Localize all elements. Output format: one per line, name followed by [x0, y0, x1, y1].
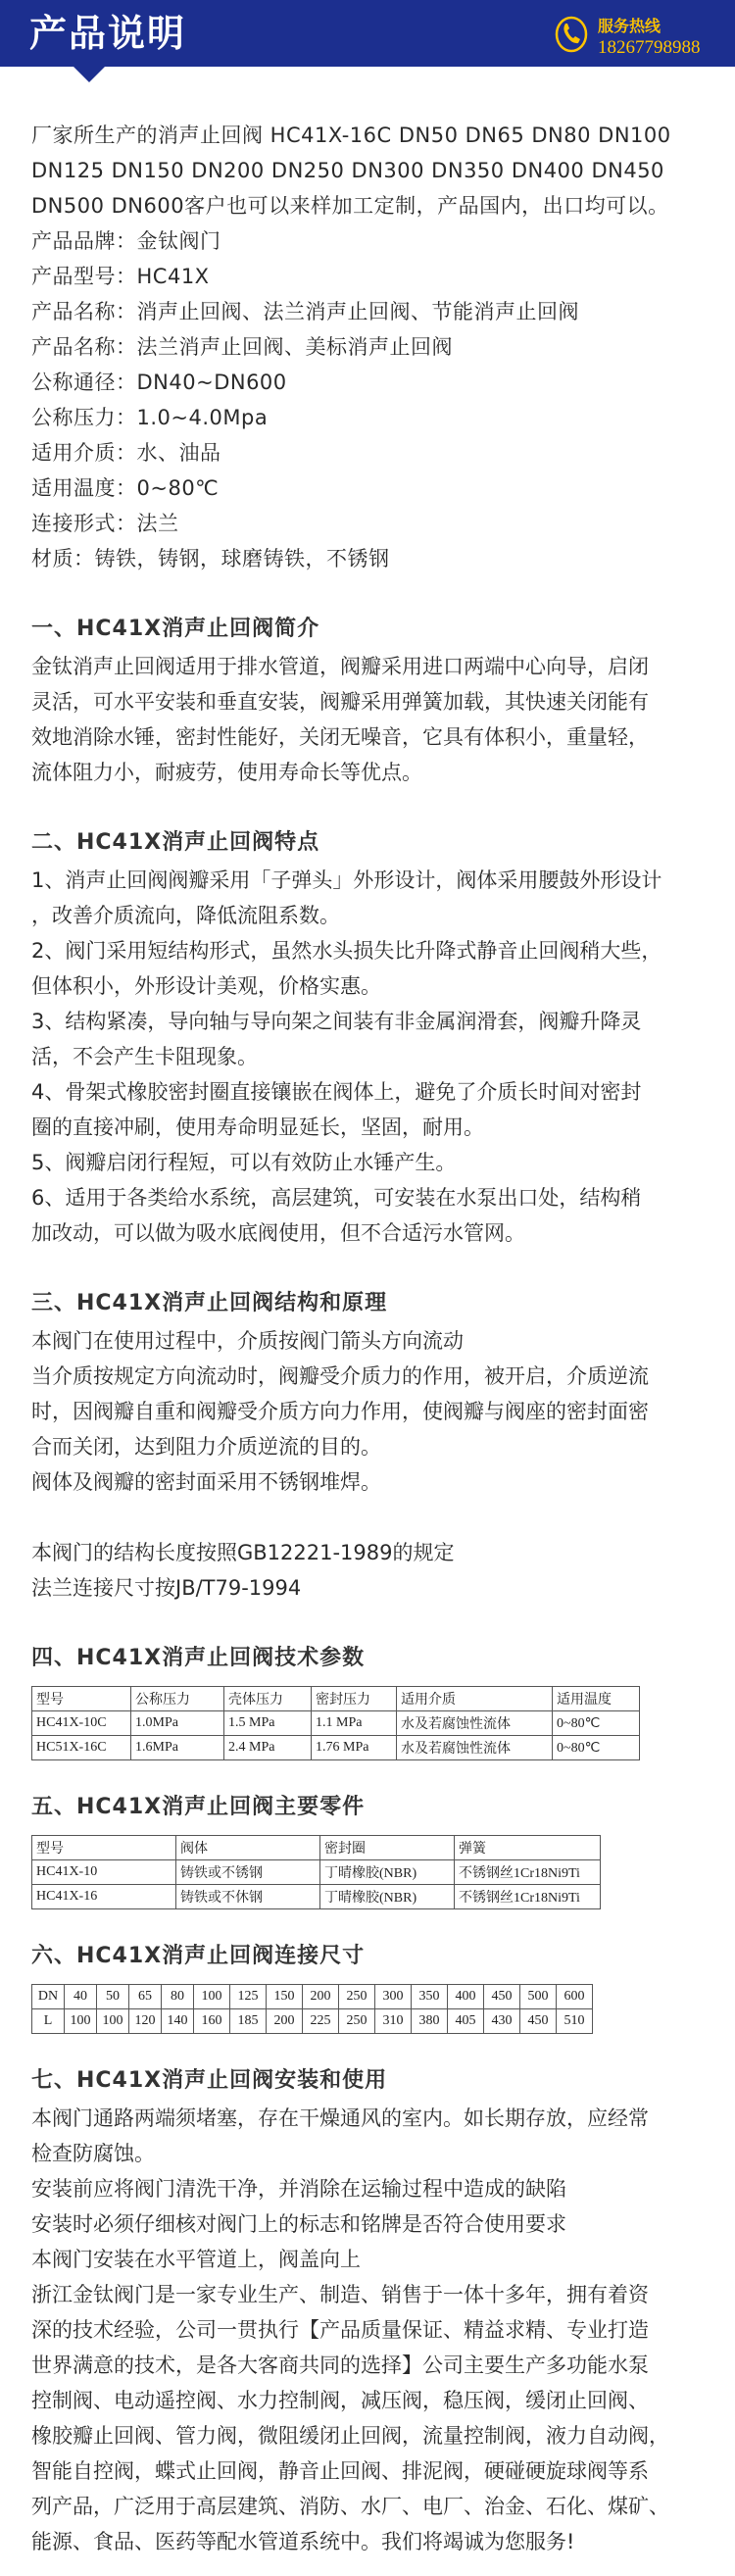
table-cell: 350 [412, 1985, 448, 2009]
table-cell: 450 [484, 1985, 520, 2009]
section-line: 6、适用于各类给水系统，高层建筑，可安装在水泵出口处，结构稍 [31, 1186, 642, 1210]
table-cell: 120 [129, 2009, 162, 2034]
section-line: 5、阀瓣启闭行程短，可以有效防止水锤产生。 [31, 1151, 457, 1174]
table-header-cell: 型号 [32, 1687, 131, 1711]
table-cell: HC51X-16C [32, 1736, 131, 1760]
table-cell: 125 [230, 1985, 267, 2009]
intro-line: 公称压力：1.0~4.0Mpa [31, 406, 269, 429]
table-cell: 300 [375, 1985, 412, 2009]
section-line: 合而关闭，达到阻力介质逆流的目的。 [31, 1435, 381, 1459]
table-header-cell: 密封圈 [320, 1836, 455, 1860]
table-header-cell: 密封压力 [312, 1687, 397, 1711]
section-heading: 二、HC41X消声止回阀特点 [31, 830, 320, 855]
intro-line: 产品型号：HC41X [31, 265, 210, 288]
phone-icon [554, 14, 589, 53]
section-line: 效地消除水锤，密封性能好，关闭无噪音，它具有体积小，重量轻， [31, 725, 649, 749]
section-line: 当介质按规定方向流动时，阀瓣受介质力的作用，被开启，介质逆流 [31, 1364, 649, 1388]
intro-line: 连接形式：法兰 [31, 512, 179, 535]
table-cell: 160 [194, 2009, 230, 2034]
table-cell: 1.76 MPa [312, 1736, 397, 1760]
intro-line: DN125 DN150 DN200 DN250 DN300 DN350 DN400 DN450 [31, 159, 664, 182]
header-notch [74, 67, 105, 82]
table-cell: 不锈钢丝1Cr18Ni9Ti [455, 1885, 601, 1909]
table-cell: HC41X-10 [32, 1860, 176, 1885]
table-header-cell: 弹簧 [455, 1836, 601, 1860]
table-row [32, 1711, 640, 1736]
section-line: 浙江金钛阀门是一家专业生产、制造、销售于一体十多年，拥有着资 [31, 2283, 649, 2306]
table-cell: 200 [303, 1985, 339, 2009]
table-header-cell: 阀体 [176, 1836, 320, 1860]
section-structure [31, 1284, 708, 1606]
table-cell: 140 [162, 2009, 194, 2034]
section-line: 智能自控阀，蝶式止回阀，静音止回阀、排泥阀，硬碰硬旋球阀等系 [31, 2459, 649, 2483]
table-cell: 510 [557, 2009, 593, 2034]
intro-line: 适用温度：0~80℃ [31, 476, 220, 500]
section-heading: 四、HC41X消声止回阀技术参数 [31, 1646, 366, 1670]
table-cell: 铸铁或不锈钢 [176, 1860, 320, 1885]
hotline-label: 服务热线 [598, 17, 662, 35]
section-introduction [31, 610, 708, 790]
intro-line: 材质：铸铁，铸钢，球磨铸铁，不锈钢 [31, 547, 390, 570]
intro-line: 厂家所生产的消声止回阀 HC41X-16C DN50 DN65 DN80 DN100 [31, 124, 671, 147]
table-cell: 0~80℃ [553, 1711, 640, 1736]
table-header-cell: 公称压力 [131, 1687, 224, 1711]
section-line: 圈的直接冲刷，使用寿命明显延长，坚固，耐用。 [31, 1115, 484, 1139]
table-header-row [32, 1836, 601, 1860]
section-line: 橡胶瓣止回阀、管力阀，微阻缓闭止回阀，流量控制阀，液力自动阀， [31, 2424, 669, 2448]
section-line: 能源、食品、医药等配水管道系统中。我们将竭诚为您服务! [31, 2530, 575, 2553]
intro-line: 产品品牌：金钛阀门 [31, 229, 221, 253]
table-cell: 1.6MPa [131, 1736, 224, 1760]
table-cell: 50 [97, 1985, 129, 2009]
table-cell: 2.4 MPa [224, 1736, 312, 1760]
section-line: 加改动，可以做为吸水底阀使用，但不合适污水管网。 [31, 1221, 525, 1245]
table-row-l [32, 2009, 593, 2034]
table-header-cell: 适用温度 [553, 1687, 640, 1711]
table-header-cell: 壳体压力 [224, 1687, 312, 1711]
section-line: 2、阀门采用短结构形式，虽然水头损失比升降式静音止回阀稍大些， [31, 939, 662, 963]
table-cell: 0~80℃ [553, 1736, 640, 1760]
table-header-cell: 适用介质 [397, 1687, 553, 1711]
table-cell: 100 [65, 2009, 97, 2034]
section-line: ，改善介质流向，降低流阻系数。 [31, 904, 340, 927]
table-cell: 水及若腐蚀性流体 [397, 1736, 553, 1760]
section-line: 流体阻力小，耐疲劳，使用寿命长等优点。 [31, 761, 422, 784]
section-line: 本阀门在使用过程中，介质按阀门箭头方向流动 [31, 1329, 464, 1353]
intro-line: 公称通径：DN40~DN600 [31, 371, 287, 394]
table-cell: 铸铁或不休钢 [176, 1885, 320, 1909]
table-cell: 225 [303, 2009, 339, 2034]
page-title: 产品说明 [29, 12, 187, 55]
table-cell: 丁晴橡胶(NBR) [320, 1885, 455, 1909]
table-row [32, 1736, 640, 1760]
section-line: 金钛消声止回阀适用于排水管道，阀瓣采用进口两端中心向导，启闭 [31, 655, 649, 678]
section-line: 本阀门安装在水平管道上，阀盖向上 [31, 2248, 361, 2271]
table-cell: 100 [97, 2009, 129, 2034]
page-header [0, 0, 735, 67]
section-installation [31, 2061, 708, 2559]
table-cell: 1.5 MPa [224, 1711, 312, 1736]
table-cell: 450 [520, 2009, 557, 2034]
table-cell: HC41X-10C [32, 1711, 131, 1736]
table-cell: 150 [267, 1985, 303, 2009]
main-content [31, 118, 708, 2559]
hotline-number: 18267798988 [598, 37, 701, 58]
section-line: 4、骨架式橡胶密封圈直接镶嵌在阀体上，避免了介质长时间对密封 [31, 1080, 642, 1104]
parts-table [31, 1835, 601, 1909]
section-line: 1、消声止回阀阀瓣采用「子弹头」外形设计，阀体采用腰鼓外形设计 [31, 868, 662, 892]
table-header-row [32, 1687, 640, 1711]
table-cell: HC41X-16 [32, 1885, 176, 1909]
section-line: 安装时必须仔细核对阀门上的标志和铭牌是否符合使用要求 [31, 2212, 566, 2236]
table-cell: 250 [339, 1985, 375, 2009]
table-cell: 1.1 MPa [312, 1711, 397, 1736]
intro-line: 产品名称：消声止回阀、法兰消声止回阀、节能消声止回阀 [31, 300, 579, 323]
section-line: 列产品，广泛用于高层建筑、消防、水厂、电厂、治金、石化、煤矿、 [31, 2495, 669, 2518]
table-cell: 380 [412, 2009, 448, 2034]
intro-line: DN500 DN600客户也可以来样加工定制，产品国内，出口均可以。 [31, 194, 669, 218]
section-line: 本阀门通路两端须堵塞，存在干燥通风的室内。如长期存放，应经常 [31, 2106, 649, 2130]
section-line: 活，不会产生卡阻现象。 [31, 1045, 258, 1068]
section-heading: 三、HC41X消声止回阀结构和原理 [31, 1291, 388, 1315]
section-line: 本阀门的结构长度按照GB12221-1989的规定 [31, 1541, 455, 1564]
section-line: 但体积小，外形设计美观，价格实惠。 [31, 974, 381, 998]
intro-line: 产品名称：法兰消声止回阀、美标消声止回阀 [31, 335, 453, 359]
table-cell: 65 [129, 1985, 162, 2009]
table-row [32, 1860, 601, 1885]
section-line: 阀体及阀瓣的密封面采用不锈钢堆焊。 [31, 1470, 381, 1494]
table-cell: 600 [557, 1985, 593, 2009]
section-dimensions [31, 1937, 708, 2034]
table-cell: 1.0MPa [131, 1711, 224, 1736]
section-line: 法兰连接尺寸按JB/T79-1994 [31, 1576, 302, 1600]
table-cell: 40 [65, 1985, 97, 2009]
section-heading: 六、HC41X消声止回阀连接尺寸 [31, 1944, 366, 1968]
table-cell: 185 [230, 2009, 267, 2034]
section-line: 深的技术经验，公司一贯执行【产品质量保证、精益求精、专业打造 [31, 2318, 649, 2342]
table-cell: 310 [375, 2009, 412, 2034]
table-row-dn [32, 1985, 593, 2009]
section-line: 世界满意的技术，是各大客商共同的选择】公司主要生产多功能水泵 [31, 2353, 649, 2377]
table-cell: 430 [484, 2009, 520, 2034]
section-line: 时，因阀瓣自重和阀瓣受介质方向力作用，使阀瓣与阀座的密封面密 [31, 1400, 649, 1423]
section-tech-params [31, 1639, 708, 1760]
section-line: 安装前应将阀门清洗干净，并消除在运输过程中造成的缺陷 [31, 2177, 566, 2201]
table-row [32, 1885, 601, 1909]
table-cell: 丁晴橡胶(NBR) [320, 1860, 455, 1885]
section-line: 3、结构紧凑，导向轴与导向架之间装有非金属润滑套，阀瓣升降灵 [31, 1010, 642, 1033]
tech-params-table [31, 1686, 640, 1760]
table-cell: 405 [448, 2009, 484, 2034]
table-cell: 80 [162, 1985, 194, 2009]
table-cell: 不锈钢丝1Cr18Ni9Ti [455, 1860, 601, 1885]
dimensions-table [31, 1984, 593, 2034]
table-cell: 400 [448, 1985, 484, 2009]
section-heading: 一、HC41X消声止回阀简介 [31, 617, 320, 641]
table-cell: 水及若腐蚀性流体 [397, 1711, 553, 1736]
intro-section [31, 118, 708, 576]
section-line: 控制阀、电动遥控阀、水力控制阀，减压阀，稳压阀，缓闭止回阀、 [31, 2389, 649, 2412]
table-cell: 200 [267, 2009, 303, 2034]
table-cell: L [32, 2009, 65, 2034]
table-header-cell: 型号 [32, 1836, 176, 1860]
intro-line: 适用介质：水、油品 [31, 441, 221, 465]
section-features [31, 823, 708, 1251]
section-heading: 七、HC41X消声止回阀安装和使用 [31, 2068, 388, 2093]
section-heading: 五、HC41X消声止回阀主要零件 [31, 1795, 366, 1819]
section-line: 检查防腐蚀。 [31, 2142, 155, 2165]
table-cell: 500 [520, 1985, 557, 2009]
table-cell: 250 [339, 2009, 375, 2034]
section-line: 灵活，可水平安装和垂直安装，阀瓣采用弹簧加载，其快速关闭能有 [31, 690, 649, 714]
table-cell: 100 [194, 1985, 230, 2009]
section-parts [31, 1788, 708, 1909]
table-cell: DN [32, 1985, 65, 2009]
